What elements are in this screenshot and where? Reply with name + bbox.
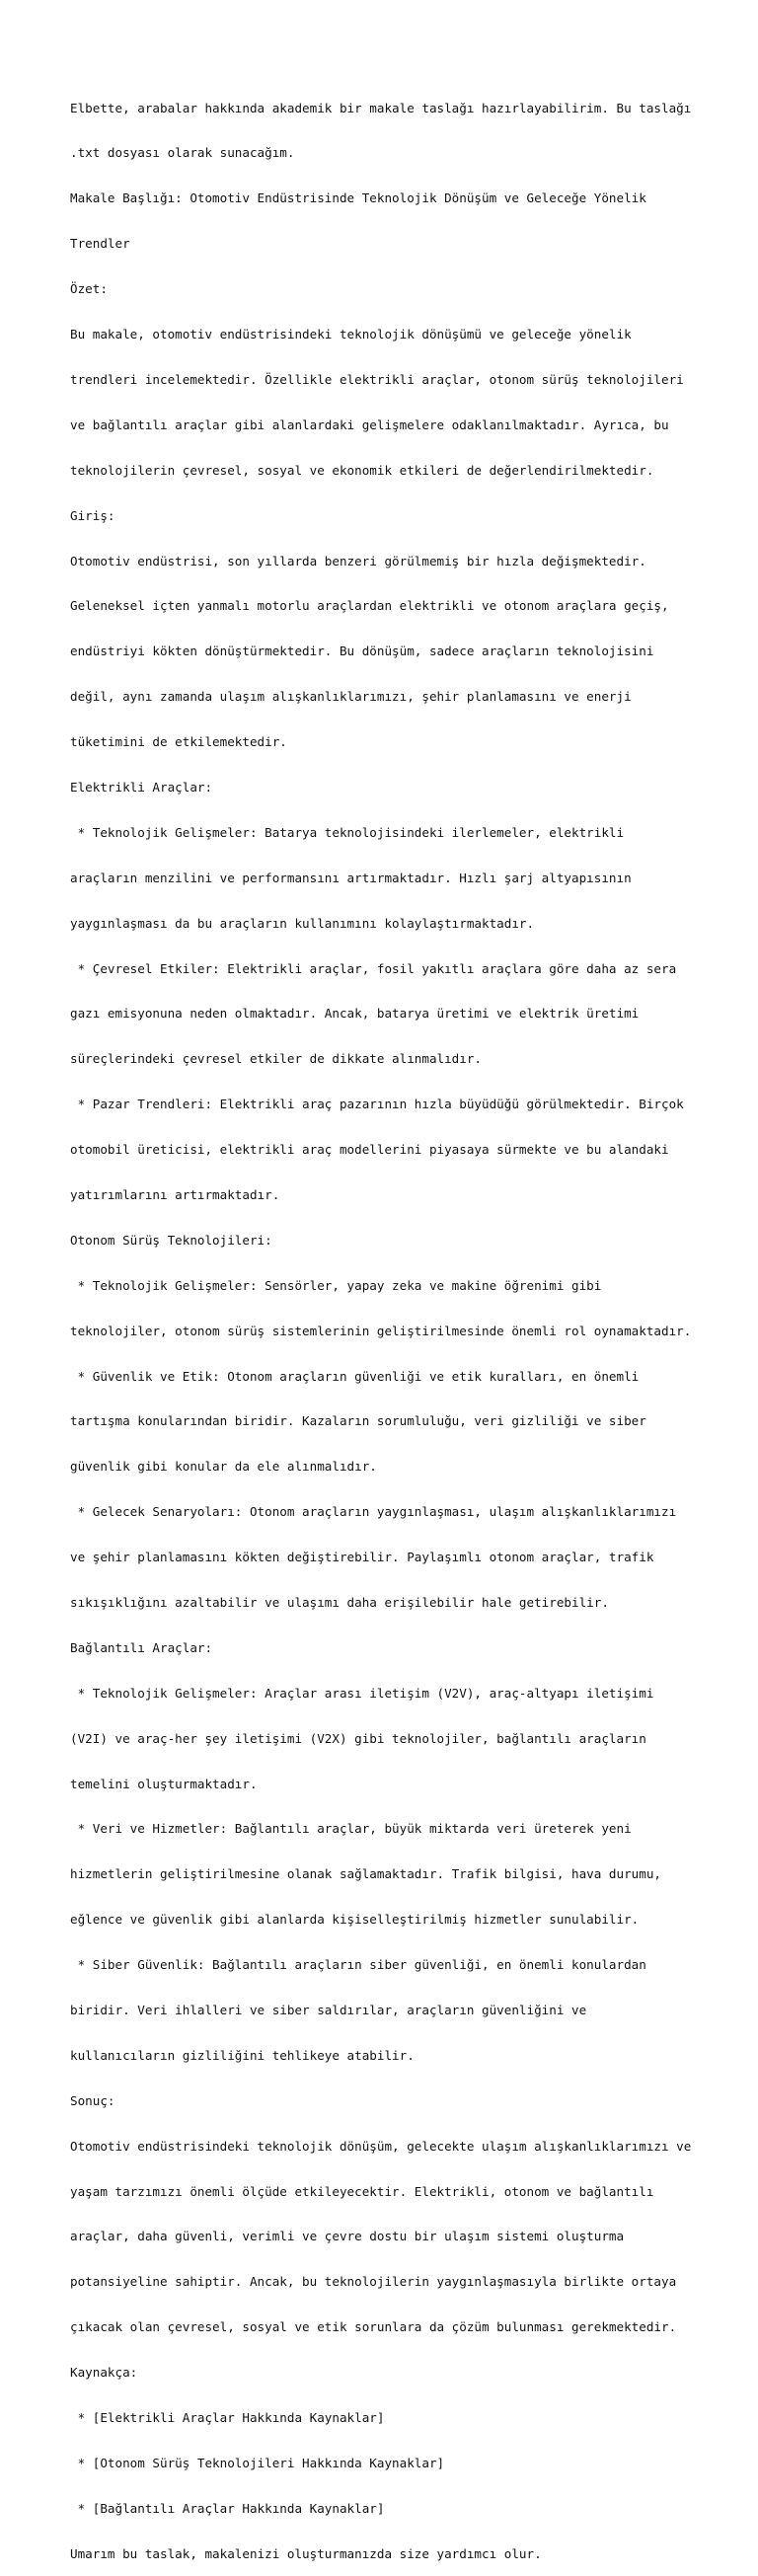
text-line: * Güvenlik ve Etik: Otonom araçların güvenliği ve etik kuralları, en önemli	[70, 1368, 640, 1384]
text-line: Otomotiv endüstrisindeki teknolojik dönüşüm, gelecekte ulaşım alışkanlıklarımızı ve	[70, 2138, 692, 2154]
text-line: Otomotiv endüstrisi, son yıllarda benzeri görülmemiş bir hızla değişmektedir.	[70, 553, 646, 568]
text-line: tüketimini de etkilemektedir.	[70, 734, 287, 750]
text-line: teknolojiler, otonom sürüş sistemlerinin geliştirilmesinde önemli rol oynamaktadır.	[70, 1323, 692, 1338]
text-line: .txt dosyası olarak sunacağım.	[70, 145, 295, 161]
text-line: Sonuç:	[70, 2092, 115, 2108]
text-line: * Teknolojik Gelişmeler: Batarya teknolojisindeki ilerlemeler, elektrikli	[70, 824, 625, 840]
text-line: * [Elektrikli Araçlar Hakkında Kaynaklar]	[70, 2410, 385, 2426]
text-line: araçlar, daha güvenli, verimli ve çevre dostu bir ulaşım sistemi oluşturma	[70, 2229, 625, 2244]
text-line: ve şehir planlamasını kökten değiştirebilir. Paylaşımlı otonom araçlar, trafik	[70, 1550, 654, 1565]
text-line: Trendler	[70, 236, 130, 252]
text-line: endüstriyi kökten dönüştürmektedir. Bu dönüşüm, sadece araçların teknolojisini	[70, 644, 654, 659]
text-line: sıkışıklığını azaltabilir ve ulaşımı daha erişilebilir hale getirebilir.	[70, 1594, 609, 1610]
text-line: yaşam tarzımızı önemli ölçüde etkileyecektir. Elektrikli, otonom ve bağlantılı	[70, 2183, 654, 2199]
text-line: Umarım bu taslak, makalenizi oluşturmanızda size yardımcı olur.	[70, 2545, 542, 2561]
text-line: otomobil üreticisi, elektrikli araç modellerini piyasaya sürmekte ve bu alandaki	[70, 1142, 669, 1158]
text-line: Bağlantılı Araçlar:	[70, 1639, 213, 1655]
document-text	[70, 70, 702, 2576]
text-line: yaygınlaşması da bu araçların kullanımını kolaylaştırmaktadır.	[70, 915, 535, 931]
text-line: Elbette, arabalar hakkında akademik bir makale taslağı hazırlayabilirim. Bu taslağı	[70, 100, 692, 115]
text-line: * Veri ve Hizmetler: Bağlantılı araçlar, büyük miktarda veri üreterek yeni	[70, 1821, 632, 1837]
text-line: biridir. Veri ihlalleri ve siber saldırılar, araçların güvenliğini ve	[70, 2003, 587, 2017]
text-line: gazı emisyonuna neden olmaktadır. Ancak, batarya üretimi ve elektrik üretimi	[70, 1006, 640, 1022]
text-line: * [Otonom Sürüş Teknolojileri Hakkında Kaynaklar]	[70, 2455, 445, 2470]
text-line: temelini oluşturmaktadır.	[70, 1776, 258, 1791]
text-line: potansiyeline sahiptir. Ancak, bu teknolojilerin yaygınlaşmasıyla birlikte ortaya	[70, 2274, 677, 2290]
text-line: (V2I) ve araç-her şey iletişimi (V2X) gibi teknolojiler, bağlantılı araçların	[70, 1730, 646, 1746]
text-line: Özet:	[70, 281, 108, 297]
text-line: Geleneksel içten yanmalı motorlu araçlardan elektrikli ve otonom araçlara geçiş,	[70, 598, 669, 614]
text-line: Makale Başlığı: Otomotiv Endüstrisinde Teknolojik Dönüşüm ve Geleceğe Yönelik	[70, 190, 646, 206]
text-line: teknolojilerin çevresel, sosyal ve ekonomik etkileri de değerlendirilmektedir.	[70, 462, 654, 478]
text-line: tartışma konularından biridir. Kazaların sorumluluğu, veri gizliliği ve siber	[70, 1413, 646, 1429]
text-line: * Teknolojik Gelişmeler: Sensörler, yapay zeka ve makine öğrenimi gibi	[70, 1277, 602, 1293]
text-line: * [Bağlantılı Araçlar Hakkında Kaynaklar]	[70, 2500, 385, 2516]
text-line: Elektrikli Araçlar:	[70, 779, 213, 795]
text-line: Bu makale, otomotiv endüstrisindeki teknolojik dönüşümü ve geleceğe yönelik	[70, 327, 632, 342]
text-line: * Çevresel Etkiler: Elektrikli araçlar, fosil yakıtlı araçlara göre daha az sera	[70, 960, 677, 976]
text-line: * Pazar Trendleri: Elektrikli araç pazarının hızla büyüdüğü görülmektedir. Birçok	[70, 1097, 684, 1112]
text-line: * Gelecek Senaryoları: Otonom araçların yaygınlaşması, ulaşım alışkanlıklarımızı	[70, 1504, 677, 1520]
text-line: * Teknolojik Gelişmeler: Araçlar arası iletişim (V2V), araç-altyapı iletişimi	[70, 1685, 654, 1701]
text-line: kullanıcıların gizliliğini tehlikeye atabilir.	[70, 2047, 415, 2063]
text-line: hizmetlerin geliştirilmesine olanak sağlamaktadır. Trafik bilgisi, hava durumu,	[70, 1866, 661, 1882]
text-line: Kaynakça:	[70, 2365, 138, 2381]
text-line: Otonom Sürüş Teknolojileri:	[70, 1232, 272, 1248]
text-line: * Siber Güvenlik: Bağlantılı araçların siber güvenliği, en önemli konulardan	[70, 1957, 646, 1973]
text-line: süreçlerindeki çevresel etkiler de dikkate alınmalıdır.	[70, 1051, 483, 1067]
text-line: eğlence ve güvenlik gibi alanlarda kişiselleştirilmiş hizmetler sunulabilir.	[70, 1912, 640, 1928]
text-line: Giriş:	[70, 507, 115, 523]
text-line: araçların menzilini ve performansını artırmaktadır. Hızlı şarj altyapısının	[70, 870, 632, 885]
text-line: yatırımlarını artırmaktadır.	[70, 1186, 280, 1202]
text-line: trendleri incelemektedir. Özellikle elektrikli araçlar, otonom sürüş teknolojileri	[70, 371, 684, 387]
text-line: güvenlik gibi konular da ele alınmalıdır.	[70, 1459, 377, 1475]
text-line: değil, aynı zamanda ulaşım alışkanlıklarımızı, şehir planlamasını ve enerji	[70, 689, 632, 705]
text-line: çıkacak olan çevresel, sosyal ve etik sorunlara da çözüm bulunması gerekmektedir.	[70, 2319, 677, 2335]
text-line: ve bağlantılı araçlar gibi alanlardaki gelişmelere odaklanılmaktadır. Ayrıca, bu	[70, 417, 669, 432]
